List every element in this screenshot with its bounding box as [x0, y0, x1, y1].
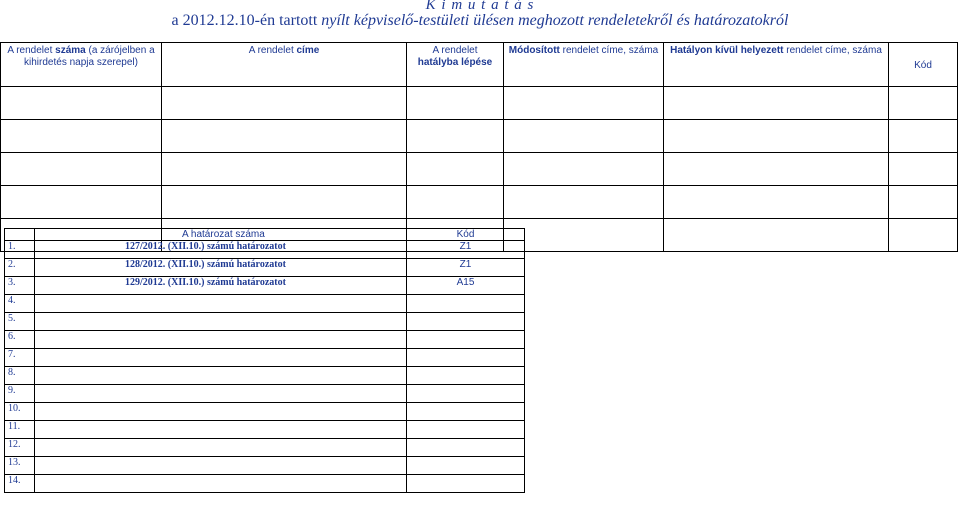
resolution-name — [35, 403, 407, 421]
resolutions-table — [4, 228, 525, 493]
row-number: 2. — [5, 259, 35, 277]
table-row — [5, 421, 525, 439]
header-effective-date: A rendelet hatályba lépése — [407, 43, 504, 87]
table-cell — [1, 153, 162, 186]
ordinances-header-row — [1, 43, 958, 87]
resolutions-header-row — [5, 229, 525, 241]
table-cell — [504, 120, 664, 153]
header-blank-cell — [5, 229, 35, 241]
table-cell — [1, 186, 162, 219]
ordinances-table — [0, 42, 958, 252]
resolution-code — [407, 367, 525, 385]
resolution-code: Z1 — [407, 259, 525, 277]
table-row — [5, 277, 525, 295]
resolution-code — [407, 439, 525, 457]
row-number: 14. — [5, 475, 35, 493]
resolution-code — [407, 475, 525, 493]
table-row — [5, 349, 525, 367]
resolution-code — [407, 403, 525, 421]
table-row — [5, 241, 525, 259]
resolution-code — [407, 295, 525, 313]
table-cell — [664, 186, 889, 219]
document-title: K i m u t a t á s — [425, 0, 535, 13]
header-ordinance-number: A rendelet száma (a zárójelben a kihirdetés napja szerepel) — [1, 43, 162, 87]
resolution-name — [35, 385, 407, 403]
table-row — [5, 457, 525, 475]
table-cell — [162, 186, 407, 219]
resolution-name — [35, 367, 407, 385]
table-row — [5, 385, 525, 403]
table-row — [5, 331, 525, 349]
resolution-code — [407, 421, 525, 439]
table-row — [5, 367, 525, 385]
table-cell — [889, 186, 958, 219]
row-number: 6. — [5, 331, 35, 349]
table-cell — [504, 87, 664, 120]
resolution-code — [407, 349, 525, 367]
resolution-code: A15 — [407, 277, 525, 295]
table-cell — [1, 120, 162, 153]
table-cell — [504, 219, 664, 252]
resolution-code: Z1 — [407, 241, 525, 259]
subtitle-rest: nyílt képviselő-testületi ülésen meghozott rendeletekről és határozatokról — [321, 12, 789, 29]
table-row — [5, 439, 525, 457]
table-row — [1, 120, 958, 153]
table-cell — [889, 153, 958, 186]
resolution-name — [35, 457, 407, 475]
table-cell — [407, 186, 504, 219]
table-row — [5, 313, 525, 331]
resolution-code — [407, 331, 525, 349]
table-row — [5, 403, 525, 421]
resolution-name: 129/2012. (XII.10.) számú határozatot — [35, 277, 407, 295]
resolution-name — [35, 331, 407, 349]
table-cell — [504, 186, 664, 219]
table-cell — [407, 153, 504, 186]
resolution-name: 128/2012. (XII.10.) számú határozatot — [35, 259, 407, 277]
resolution-name — [35, 295, 407, 313]
table-row — [1, 153, 958, 186]
row-number: 5. — [5, 313, 35, 331]
row-number: 7. — [5, 349, 35, 367]
table-cell — [664, 153, 889, 186]
header-resolution-code: Kód — [407, 229, 525, 241]
resolution-code — [407, 385, 525, 403]
table-cell — [162, 120, 407, 153]
header-ordinance-title: A rendelet címe — [162, 43, 407, 87]
table-cell — [162, 87, 407, 120]
table-row — [5, 259, 525, 277]
resolution-name — [35, 349, 407, 367]
table-row — [5, 295, 525, 313]
table-cell — [407, 87, 504, 120]
header-code: Kód — [889, 43, 958, 87]
header-resolution-number: A határozat száma — [35, 229, 407, 241]
header-modified-ordinance: Módosított rendelet címe, száma — [504, 43, 664, 87]
resolution-name — [35, 313, 407, 331]
subtitle-prefix: a 2012.12.10-én tartott — [171, 12, 322, 29]
document-subtitle — [0, 12, 960, 30]
table-cell — [407, 120, 504, 153]
resolution-code — [407, 313, 525, 331]
table-row — [1, 186, 958, 219]
resolution-name — [35, 439, 407, 457]
table-cell — [664, 120, 889, 153]
resolution-code — [407, 457, 525, 475]
row-number: 10. — [5, 403, 35, 421]
table-cell — [664, 219, 889, 252]
resolution-name — [35, 475, 407, 493]
row-number: 8. — [5, 367, 35, 385]
row-number: 13. — [5, 457, 35, 475]
table-cell — [664, 87, 889, 120]
row-number: 12. — [5, 439, 35, 457]
row-number: 11. — [5, 421, 35, 439]
table-cell — [889, 219, 958, 252]
row-number: 9. — [5, 385, 35, 403]
row-number: 4. — [5, 295, 35, 313]
table-row — [1, 87, 958, 120]
table-row — [5, 475, 525, 493]
header-repealed-ordinance: Hatályon kívül helyezett rendelet címe, száma — [664, 43, 889, 87]
row-number: 1. — [5, 241, 35, 259]
table-cell — [162, 153, 407, 186]
row-number: 3. — [5, 277, 35, 295]
table-cell — [1, 87, 162, 120]
resolution-name — [35, 421, 407, 439]
table-cell — [889, 120, 958, 153]
table-cell — [889, 87, 958, 120]
resolution-name: 127/2012. (XII.10.) számú határozatot — [35, 241, 407, 259]
table-cell — [504, 153, 664, 186]
